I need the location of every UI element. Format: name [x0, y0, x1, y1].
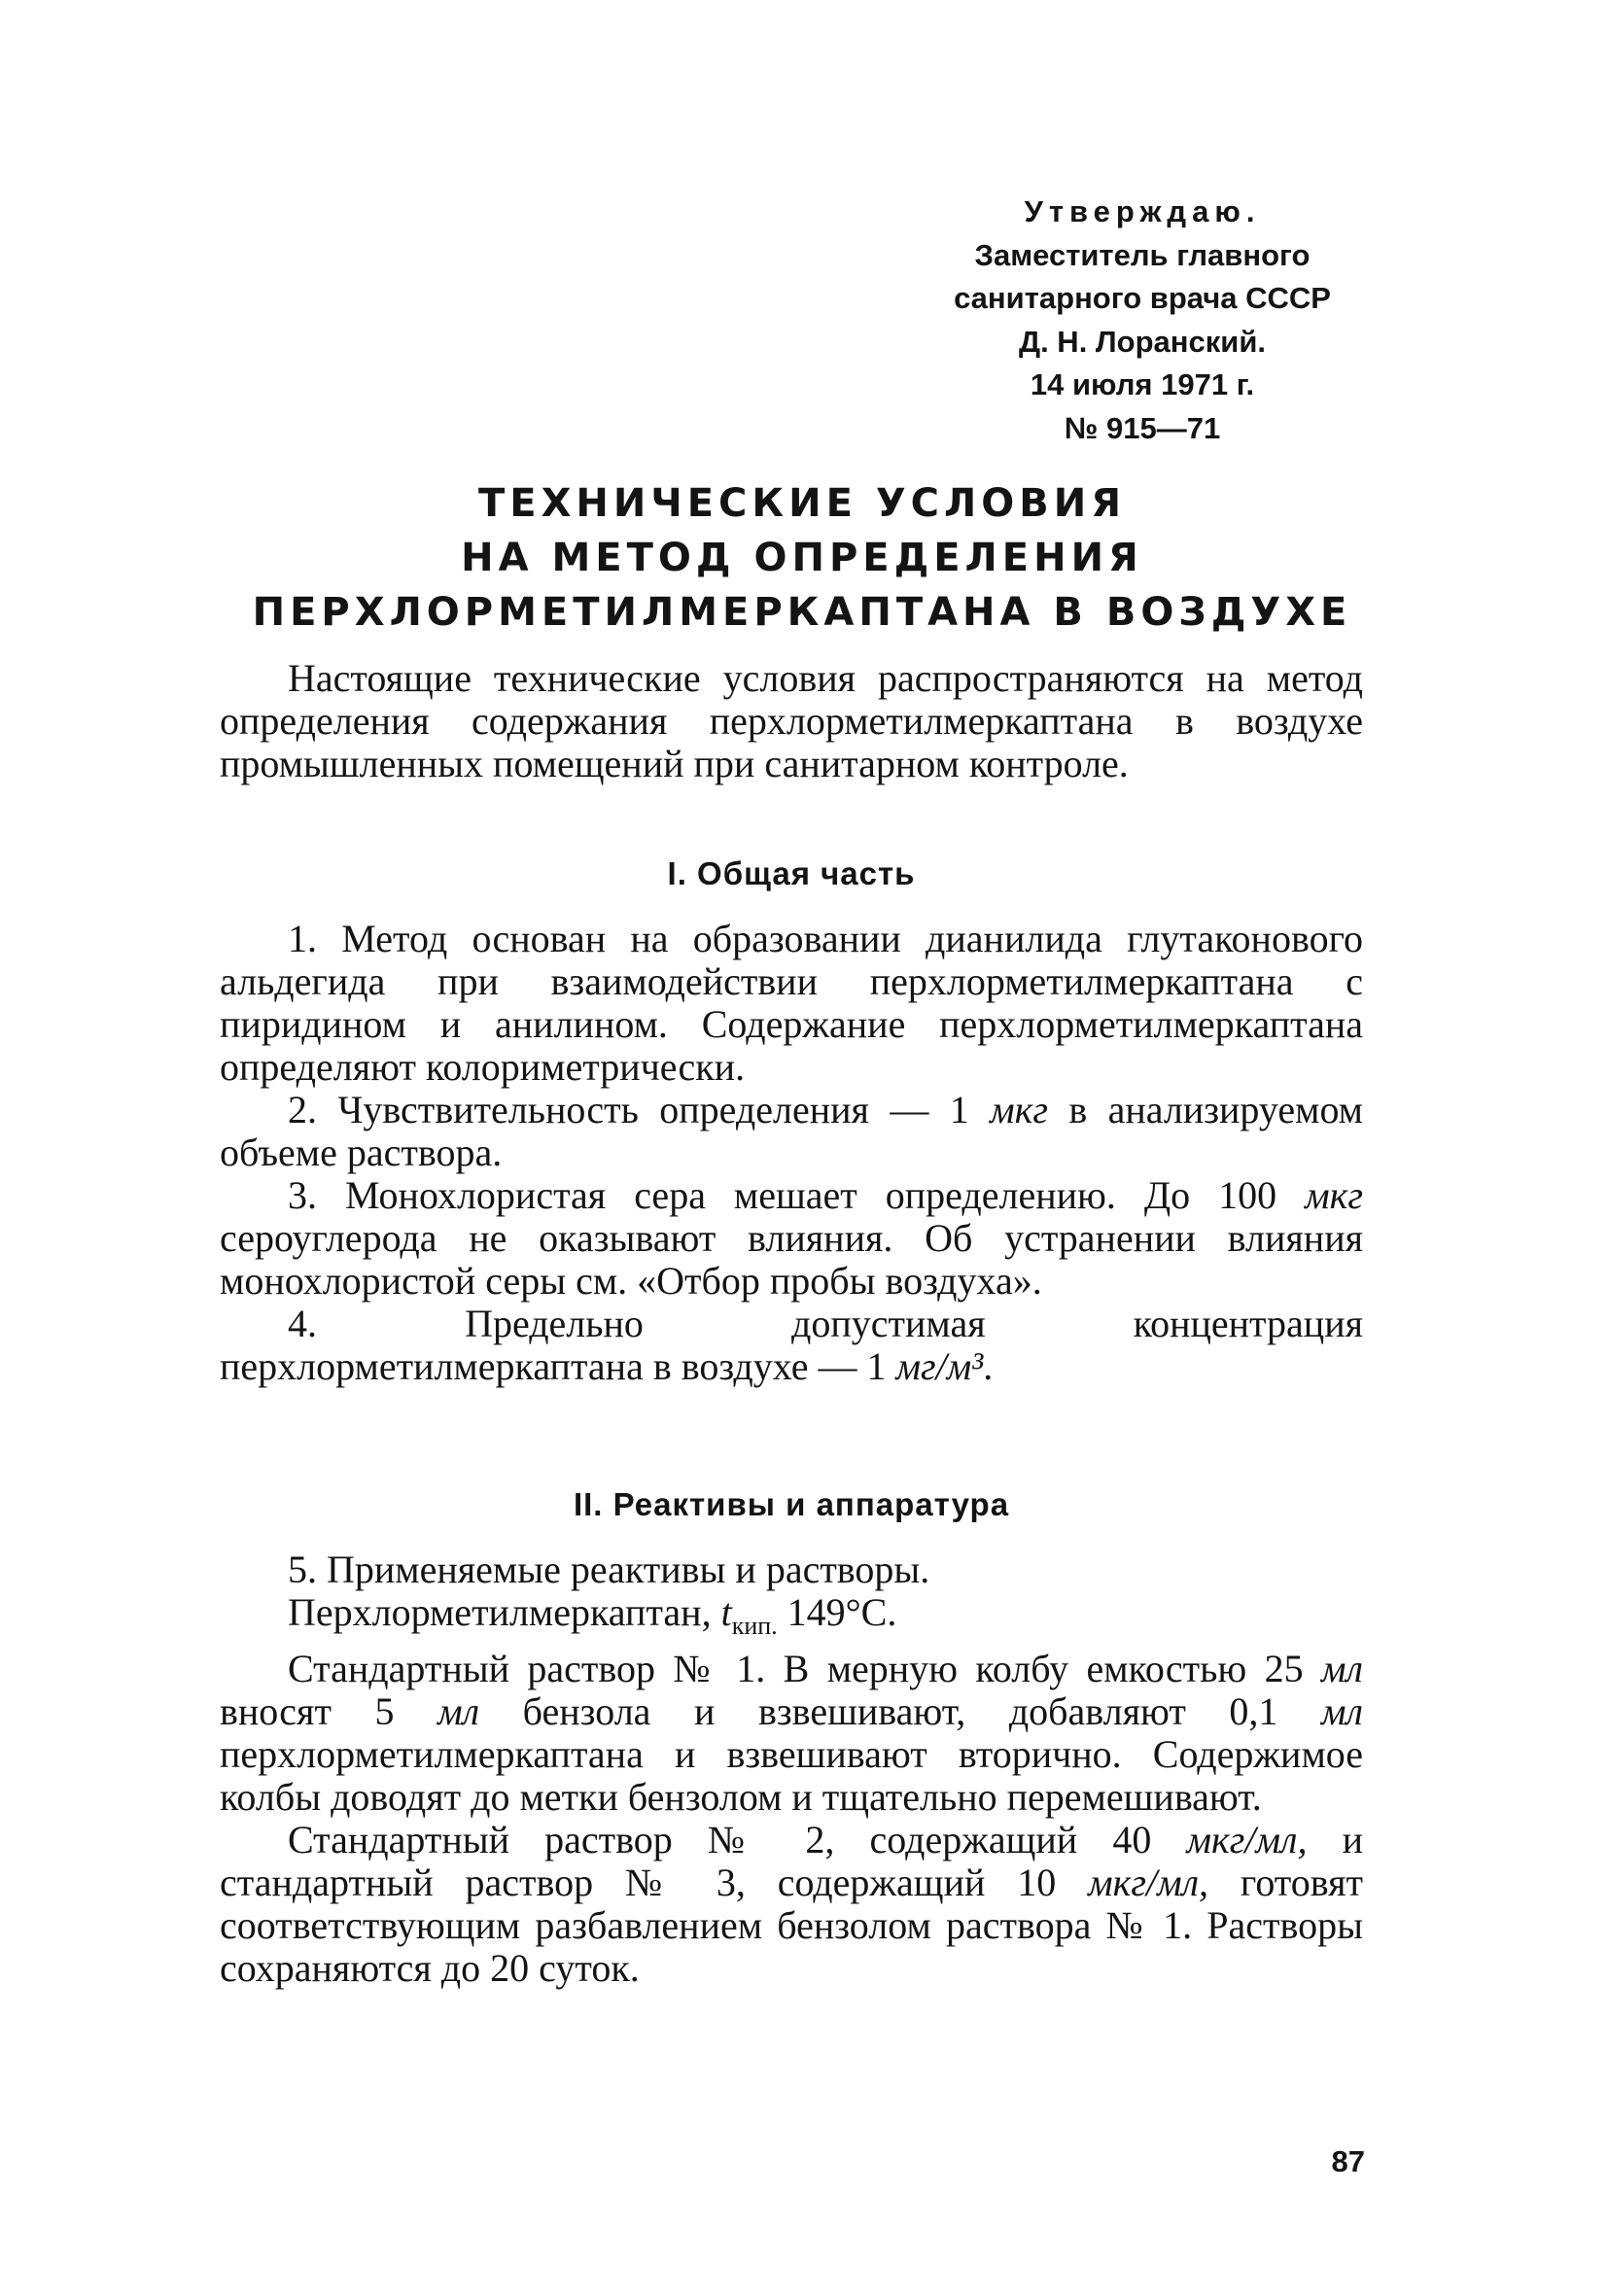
- paragraph-3-text-b: сероуглерода не оказывают влияния. Об устранении влияния монохлористой серы см. «Отбор пробы воздуха».: [220, 1216, 1363, 1303]
- paragraph-7-text-d: перхлорметилмеркаптана и взвешивают вторично. Содержимое колбы доводят до метки бензолом и тщательно перемешивают.: [220, 1732, 1363, 1819]
- paragraph-3: [220, 1174, 1363, 1303]
- section-1-text: [220, 918, 1363, 1388]
- paragraph-7-text-a: Стандартный раствор № 1. В мерную колбу емкостью 25: [288, 1647, 1322, 1690]
- page-number: 87: [1331, 2144, 1365, 2178]
- approval-line-approve: Утверждаю.: [1024, 194, 1261, 228]
- paragraph-7-text-c: бензола и взвешивают, добавляют 0,1: [479, 1689, 1322, 1733]
- paragraph-6-text-b: 149°С.: [777, 1590, 897, 1634]
- title-line-2: НА МЕТОД ОПРЕДЕЛЕНИЯ: [461, 536, 1143, 580]
- section-2-text: [220, 1548, 1363, 1990]
- paragraph-8-text-c: готовят соответствующим разбавлением бензолом раствора № 1. Растворы сохраняются до 20 суток.: [220, 1861, 1363, 1990]
- paragraph-4: [220, 1303, 1363, 1388]
- paragraph-4-text-a: 4. Предельно допустимая концентрация перхлорметилмеркаптана в воздухе — 1: [220, 1302, 1363, 1388]
- subscript-boiling: кип.: [731, 1612, 778, 1640]
- approval-line-position: Заместитель главного: [974, 237, 1311, 272]
- document-title: [233, 476, 1371, 640]
- paragraph-4-text-b: .: [983, 1344, 994, 1388]
- unit-mkg-ml: мкг/мл,: [1186, 1818, 1308, 1861]
- paragraph-7-text-b: вносят 5: [220, 1689, 438, 1733]
- paragraph-8-text-b: и стандартный раствор № 3, содержащий 10: [220, 1818, 1364, 1904]
- section-1-heading: I. Общая часть: [667, 855, 916, 891]
- paragraph-6-text-a: Перхлорметилмеркаптан,: [288, 1590, 721, 1634]
- unit-mkg: мкг: [990, 1088, 1048, 1131]
- paragraph-2: [220, 1089, 1363, 1174]
- unit-mg-m3: мг/м³: [895, 1344, 984, 1388]
- approval-line-organization: санитарного врача СССР: [954, 281, 1331, 315]
- approval-line-date: 14 июля 1971 г.: [1030, 367, 1255, 401]
- paragraph-8: [220, 1819, 1363, 1990]
- approval-line-number: № 915—71: [1064, 410, 1221, 445]
- paragraph-2-text-a: 2. Чувствительность определения — 1: [288, 1088, 991, 1131]
- unit-mkg: мкг: [1305, 1173, 1363, 1217]
- title-line-1: ТЕХНИЧЕСКИЕ УСЛОВИЯ: [477, 481, 1126, 526]
- unit-mkg-ml: мкг/мл,: [1088, 1861, 1209, 1904]
- intro-text: [220, 657, 1363, 785]
- unit-ml: мл: [437, 1689, 480, 1733]
- title-line-3: ПЕРХЛОРМЕТИЛМЕРКАПТАНА В ВОЗДУХЕ: [252, 590, 1352, 635]
- paragraph-2-text-b: в анализируемом объеме раствора.: [220, 1088, 1363, 1174]
- approval-line-signatory: Д. Н. Лоранский.: [1019, 324, 1266, 359]
- approval-block: [914, 191, 1371, 450]
- paragraph-5: 5. Применяемые реактивы и растворы.: [288, 1548, 930, 1591]
- unit-ml: мл: [1321, 1689, 1363, 1733]
- paragraph-7: [220, 1648, 1363, 1819]
- unit-ml: мл: [1321, 1647, 1363, 1690]
- paragraph-8-text-a: Стандартный раствор № 2, содержащий 40: [288, 1818, 1187, 1861]
- intro-paragraph: Настоящие технические условия распространяются на метод определения содержания перхлорметилмеркаптана в воздухе промышленных помещений при санитарном контроле.: [220, 656, 1363, 785]
- symbol-t: t: [720, 1590, 732, 1634]
- section-2-heading: II. Реактивы и аппаратура: [573, 1486, 1010, 1522]
- paragraph-3-text-a: 3. Монохлористая сера мешает определению. До 100: [288, 1173, 1306, 1217]
- paragraph-6: [220, 1591, 1363, 1648]
- paragraph-1: 1. Метод основан на образовании дианилида глутаконового альдегида при взаимодействии перхлорметилмеркаптана с пиридином и анилином. Содержание перхлорметилмеркаптана определяют колориметрически.: [220, 917, 1363, 1089]
